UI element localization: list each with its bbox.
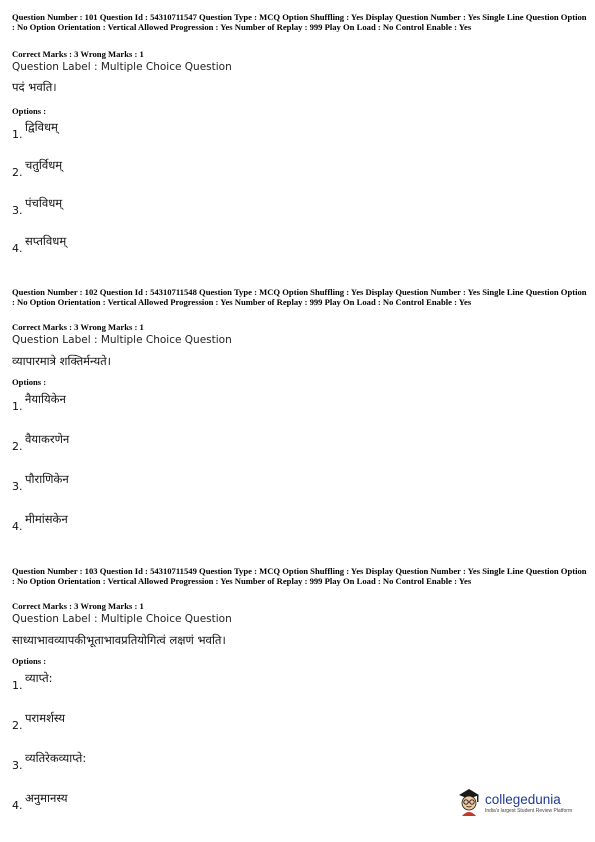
option-item[interactable] — [12, 751, 312, 775]
option-item[interactable] — [12, 234, 312, 258]
option-item[interactable] — [12, 158, 312, 182]
collegedunia-logo[interactable] — [455, 786, 590, 822]
option-number: 3. — [12, 480, 23, 493]
option-text: नैयायिकेन — [25, 392, 66, 406]
option-item[interactable] — [12, 512, 312, 536]
option-text: व्यतिरेकव्याप्ते: — [25, 751, 87, 765]
option-text: परामर्शस्य — [25, 711, 66, 725]
question-meta: Question Number : 102 Question Id : 54310711548 Question Type : MCQ Option Shuffling : Yes Display Question Number : Yes Single Line Question Option : No Option Orientation : Vertical Allowed Progression : Yes Number of Replay : 999 Play On Load : No Control Enable : Yes — [12, 287, 587, 307]
question-meta: Question Number : 103 Question Id : 54310711549 Question Type : MCQ Option Shuffling : Yes Display Question Number : Yes Single Line Question Option : No Option Orientation : Vertical Allowed Progression : Yes Number of Replay : 999 Play On Load : No Control Enable : Yes — [12, 566, 587, 586]
option-number: 2. — [12, 440, 23, 453]
question-text: साध्याभावव्यापकीभूताभावप्रतियोगित्वं लक्षणं भवति। — [12, 633, 226, 647]
option-text: पंचविधम् — [25, 196, 63, 210]
option-number: 2. — [12, 719, 23, 732]
question-text: पदं भवति। — [12, 80, 57, 94]
options-heading: Options : — [12, 106, 47, 116]
option-text: मीमांसकेन — [25, 512, 68, 526]
logo-brand-text: collegedunia — [485, 792, 561, 807]
question-text: व्यापारमात्रे शक्तिर्मन्यते। — [12, 354, 112, 368]
option-number: 4. — [12, 799, 23, 812]
option-number: 1. — [12, 400, 23, 413]
option-number: 3. — [12, 204, 23, 217]
option-item[interactable] — [12, 472, 312, 496]
option-text: अनुमानस्य — [25, 791, 68, 805]
logo-tagline: India's largest Student Review Platform — [485, 808, 573, 814]
option-number: 4. — [12, 520, 23, 533]
option-item[interactable] — [12, 196, 312, 220]
option-item[interactable] — [12, 432, 312, 456]
option-text: द्विविधम् — [25, 120, 58, 134]
question-label: Question Label : Multiple Choice Question — [12, 334, 232, 346]
option-item[interactable] — [12, 791, 312, 815]
question-label: Question Label : Multiple Choice Question — [12, 61, 232, 73]
options-heading: Options : — [12, 656, 47, 666]
question-marks: Correct Marks : 3 Wrong Marks : 1 — [12, 49, 144, 59]
options-heading: Options : — [12, 377, 47, 387]
option-number: 1. — [12, 128, 23, 141]
question-meta: Question Number : 101 Question Id : 54310711547 Question Type : MCQ Option Shuffling : Yes Display Question Number : Yes Single Line Question Option : No Option Orientation : Vertical Allowed Progression : Yes Number of Replay : 999 Play On Load : No Control Enable : Yes — [12, 12, 587, 32]
option-text: पौराणिकेन — [25, 472, 69, 486]
option-number: 1. — [12, 679, 23, 692]
option-text: सप्तविधम् — [25, 234, 67, 248]
option-item[interactable] — [12, 711, 312, 735]
option-item[interactable] — [12, 671, 312, 695]
option-number: 3. — [12, 759, 23, 772]
student-mascot-icon — [455, 786, 483, 820]
option-number: 2. — [12, 166, 23, 179]
option-item[interactable] — [12, 120, 312, 144]
option-text: चतुर्विधम् — [25, 158, 63, 172]
option-number: 4. — [12, 242, 23, 255]
option-text: व्याप्ते: — [25, 671, 53, 685]
option-item[interactable] — [12, 392, 312, 416]
option-text: वैयाकरणेन — [25, 432, 70, 446]
question-marks: Correct Marks : 3 Wrong Marks : 1 — [12, 322, 144, 332]
question-marks: Correct Marks : 3 Wrong Marks : 1 — [12, 601, 144, 611]
question-label: Question Label : Multiple Choice Question — [12, 613, 232, 625]
